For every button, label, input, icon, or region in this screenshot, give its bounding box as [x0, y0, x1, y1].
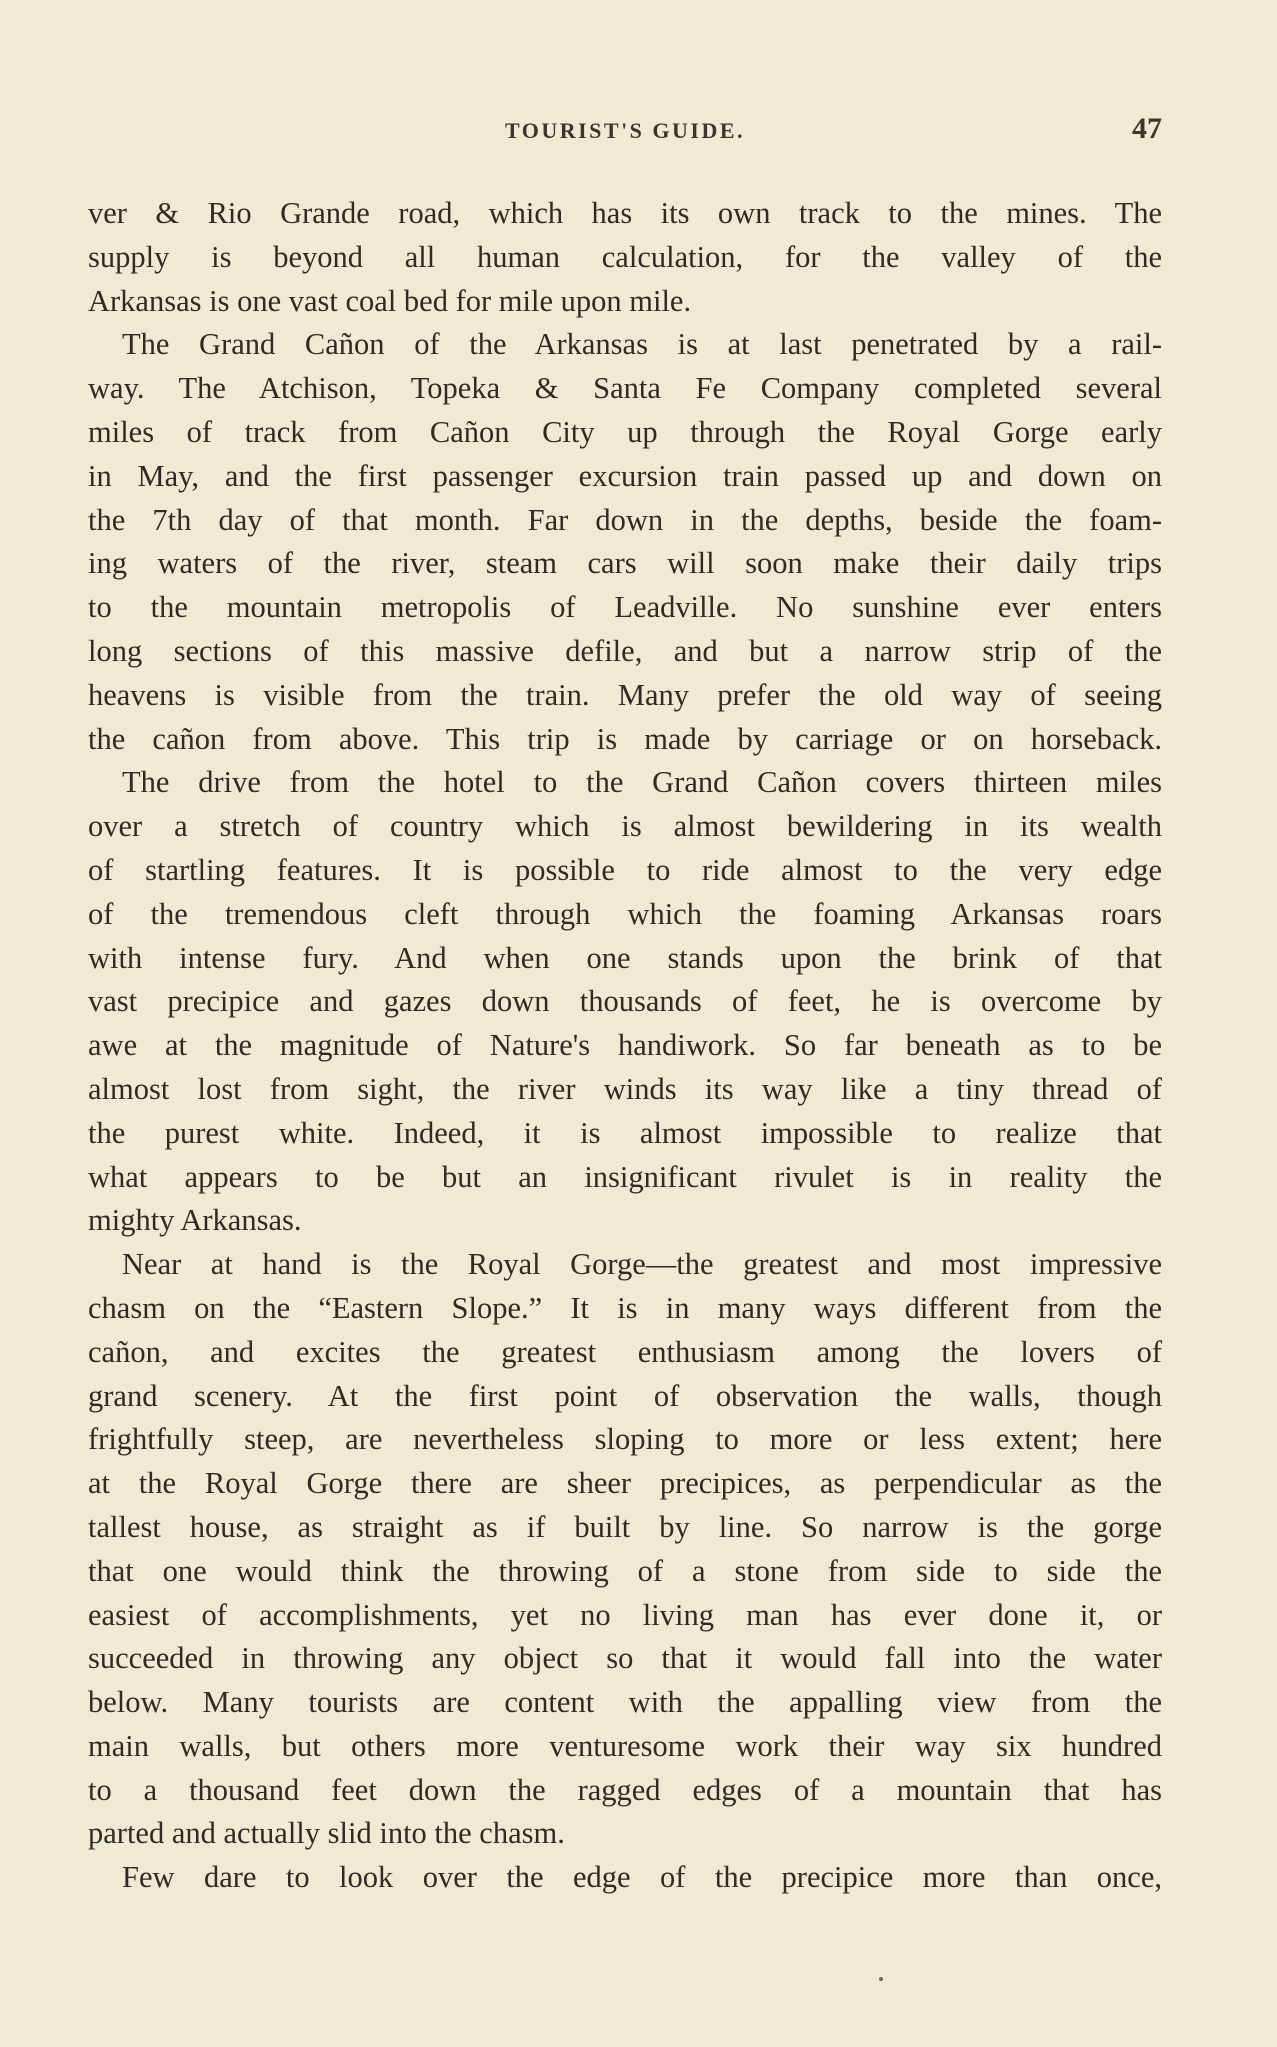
- text-line: to the mountain metropolis of Leadville. No sunshine ever enters: [88, 590, 1162, 625]
- text-line: vast precipice and gazes down thousands of feet, he is overcome by: [88, 984, 1162, 1019]
- text-line: The Grand Cañon of the Arkansas is at last penetrated by a rail-: [122, 327, 1162, 362]
- text-line: Near at hand is the Royal Gorge—the greatest and most impressive: [122, 1247, 1162, 1282]
- text-line: Few dare to look over the edge of the precipice more than once,: [122, 1860, 1162, 1895]
- text-line: below. Many tourists are content with the appalling view from the: [88, 1685, 1162, 1720]
- text-line: the cañon from above. This trip is made by carriage or on horseback.: [88, 721, 1162, 756]
- text-line: mighty Arkansas.: [88, 1203, 302, 1238]
- text-line: ing waters of the river, steam cars will soon make their daily trips: [88, 546, 1162, 581]
- running-title: TOURIST'S GUIDE.: [504, 118, 746, 143]
- text-line: grand scenery. At the first point of observation the walls, though: [88, 1378, 1162, 1413]
- text-line: that one would think the throwing of a stone from side to side the: [88, 1553, 1162, 1588]
- text-line: of startling features. It is possible to ride almost to the very edge: [88, 852, 1162, 887]
- text-line: succeeded in throwing any object so that it would fall into the water: [88, 1641, 1162, 1676]
- text-line: ver & Rio Grande road, which has its own track to the mines. The: [88, 196, 1162, 230]
- text-line: the purest white. Indeed, it is almost impossible to realize that: [88, 1115, 1162, 1150]
- text-line: over a stretch of country which is almost bewildering in its wealth: [88, 809, 1162, 844]
- text-line: almost lost from sight, the river winds its way like a tiny thread of: [88, 1071, 1162, 1106]
- text-line: chasm on the “Eastern Slope.” It is in many ways different from the: [88, 1290, 1162, 1325]
- running-head: [88, 112, 1162, 152]
- text-line: parted and actually slid into the chasm.: [88, 1816, 565, 1851]
- text-line: main walls, but others more venturesome work their way six hundred: [88, 1728, 1162, 1763]
- text-line: to a thousand feet down the ragged edges of a mountain that has: [88, 1772, 1162, 1807]
- text-line: heavens is visible from the train. Many prefer the old way of seeing: [88, 677, 1162, 712]
- print-speck: [879, 1977, 883, 1981]
- text-line: Arkansas is one vast coal bed for mile upon mile.: [88, 283, 692, 318]
- text-line: easiest of accomplishments, yet no living man has ever done it, or: [88, 1597, 1162, 1632]
- text-line: frightfully steep, are nevertheless sloping to more or less extent; here: [88, 1422, 1162, 1457]
- text-line: in May, and the first passenger excursion train passed up and down on: [88, 458, 1162, 493]
- page-number: 47: [1132, 112, 1162, 145]
- text-line: tallest house, as straight as if built by line. So narrow is the gorge: [88, 1509, 1162, 1544]
- body-text: [88, 192, 1162, 1900]
- text-line: way. The Atchison, Topeka & Santa Fe Company completed several: [88, 371, 1162, 406]
- text-line: supply is beyond all human calculation, for the valley of the: [88, 239, 1162, 274]
- text-line: at the Royal Gorge there are sheer precipices, as perpendicular as the: [88, 1466, 1162, 1501]
- text-line: with intense fury. And when one stands upon the brink of that: [88, 940, 1162, 975]
- text-line: The drive from the hotel to the Grand Cañon covers thirteen miles: [122, 765, 1162, 800]
- text-line: the 7th day of that month. Far down in the depths, beside the foam-: [88, 502, 1162, 537]
- text-line: miles of track from Cañon City up through the Royal Gorge early: [88, 414, 1162, 449]
- text-line: what appears to be but an insignificant rivulet is in reality the: [88, 1159, 1162, 1194]
- text-line: of the tremendous cleft through which the foaming Arkansas roars: [88, 896, 1162, 931]
- text-line: cañon, and excites the greatest enthusiasm among the lovers of: [88, 1334, 1162, 1369]
- text-line: awe at the magnitude of Nature's handiwork. So far beneath as to be: [88, 1028, 1162, 1063]
- text-line: long sections of this massive defile, and but a narrow strip of the: [88, 633, 1162, 668]
